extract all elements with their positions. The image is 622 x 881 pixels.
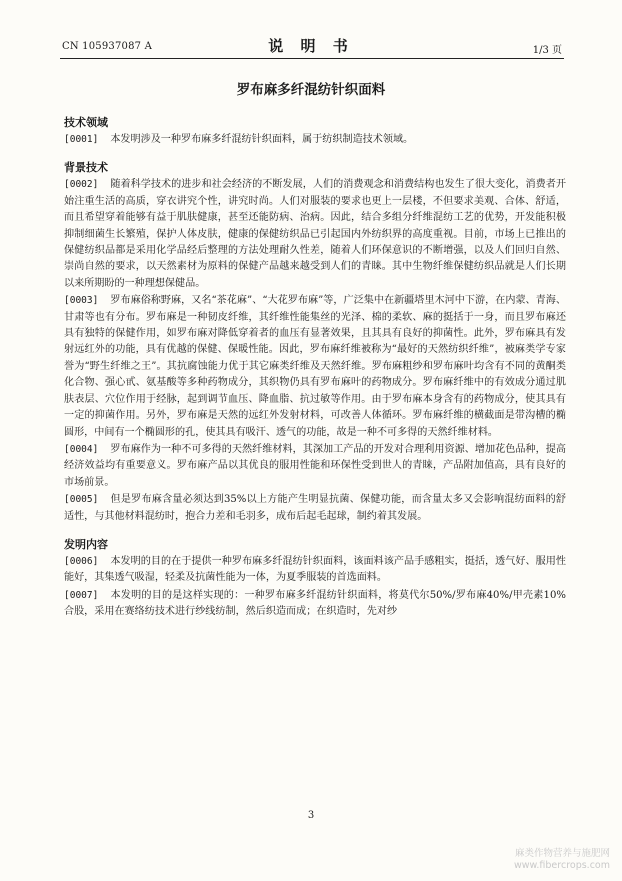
paragraph <box>64 492 566 525</box>
watermark-title: 麻类作物营养与施肥网 <box>514 848 610 859</box>
section-heading-technical-field: 技术领域 <box>64 116 108 129</box>
paragraph-text: 罗布麻俗称野麻，又名“茶花麻”、“大花罗布麻”等，广泛集中在新疆塔里木河中下游，在内蒙、青海、甘肃等也有分布。罗布麻是一种韧皮纤维，其纤维性能集丝的光泽、棉的柔软、麻的挺括于一身，而且罗布麻还具有独特的保健作用，如罗布麻对降低穿着者的血压有显著效果，且其具有良好的抑菌性。此外，罗布麻具有发射远红外的功能，具有优越的保健、保暖性能。因此，罗布麻纤维被称为“最好的天然纺织纤维”，被麻类学专家誉为“野生纤维之王”。其抗腐蚀能力优于其它麻类纤维及天然纤维。罗布麻粗纱和罗布麻叶均含有不同的黄酮类化合物、强心甙、氨基酸等多种药物成分，其织物仍具有罗布麻叶的药物成分。罗布麻纤维中的有效成分通过肌肤表层、穴位作用于经脉，起到调节血压、降血脂、抗过敏等作用。由于罗布麻本身含有的药物成分，使其具有一定的抑菌作用。另外，罗布麻是天然的远红外发射材料，可改善人体循环。罗布麻纤维的横截面是带沟槽的椭圆形，中间有一个椭圆形的孔，使其具有吸汗、透气的功能，故是一种不可多得的天然纤维材料。 <box>64 295 566 438</box>
patent-number: CN 105937087 A <box>62 41 153 52</box>
paragraph-text: 本发明的目的是这样实现的：一种罗布麻多纤混纺针织面料，将莫代尔50%/罗布麻40%/甲壳素10%合股，采用在赛络纺技术进行纱线纺制，然后织造而成；在织造时，先对纱 <box>64 589 566 618</box>
paragraph-number: [0006] <box>64 555 99 567</box>
site-watermark <box>514 848 610 872</box>
page-number: 3 <box>307 810 315 821</box>
paragraph-number: [0004] <box>64 443 99 455</box>
header-divider <box>60 58 564 59</box>
paragraph <box>64 554 566 587</box>
watermark-url: www.fibercrops.com <box>513 860 610 871</box>
section-heading-invention-content: 发明内容 <box>64 537 108 551</box>
paragraph-text: 本发明涉及一种罗布麻多纤混纺针织面料，属于纺织制造技术领域。 <box>110 134 414 145</box>
document-body <box>64 108 566 621</box>
section-heading-background: 背景技术 <box>64 161 108 175</box>
paragraph-number: [0001] <box>64 134 99 145</box>
paragraph-text: 随着科学技术的进步和社会经济的不断发展，人们的消费观念和消费结构也发生了很大变化，消费者开始注重生活的高质，穿衣讲究个性，讲究时尚。人们对服装的要求也更上一层楼，不但要求美观、合体、舒适，而且希望穿着能够有益于肌肤健康，甚至还能防病、治病。因此，结合多组分纤维混纺工艺的优势，开发能积极抑制细菌生长繁殖，保护人体皮肤，健康的保健纺织品已引起国内外纺织界的高度重视。目前，市场上已推出的保健纺织品都是采用化学品经后整理的方法处理耐久性差，随着人们环保意识的不断增强，以及人们回归自然、崇尚自然的要求，以天然素材为原料的保健产品越来越受到人们的青睐。其中生物纤维保健纺织品就是人们长期以来所期盼的一种理想保健品。 <box>64 179 566 289</box>
document-type-heading: 说 明 书 <box>268 37 354 55</box>
paragraph <box>64 293 566 441</box>
paragraph-number: [0003] <box>64 295 99 307</box>
paragraph <box>64 442 566 491</box>
document-title: 罗布麻多纤混纺针织面料 <box>236 82 386 98</box>
page-indicator: 1/3 页 <box>532 45 562 56</box>
paragraph <box>64 588 566 621</box>
paragraph-number: [0007] <box>64 589 99 601</box>
paragraph <box>64 177 566 292</box>
paragraph-number: [0002] <box>64 179 99 191</box>
paragraph-text: 本发明的目的在于提供一种罗布麻多纤混纺针织面料，该面料该产品手感粗实，挺括，透气好、服用性能好，其集透气吸湿，轻柔及抗菌性能为一体，为夏季服装的首选面料。 <box>64 555 566 584</box>
paragraph-text: 但是罗布麻含量必须达到35%以上方能产生明显抗菌、保健功能，而含量太多又会影响混纺面料的舒适性，与其他材料混纺时，抱合力差和毛羽多，成布后起毛起球，制约着其发展。 <box>64 494 566 522</box>
paragraph-number: [0005] <box>64 494 99 506</box>
paragraph <box>64 132 566 148</box>
paragraph-text: 罗布麻作为一种不可多得的天然纤维材料，其深加工产品的开发对合理利用资源、增加花色品种，提高经济效益均有重要意义。罗布麻产品以其优良的服用性能和环保性受到世人的青睐，产品附加值高，具有良好的市场前景。 <box>64 443 566 488</box>
